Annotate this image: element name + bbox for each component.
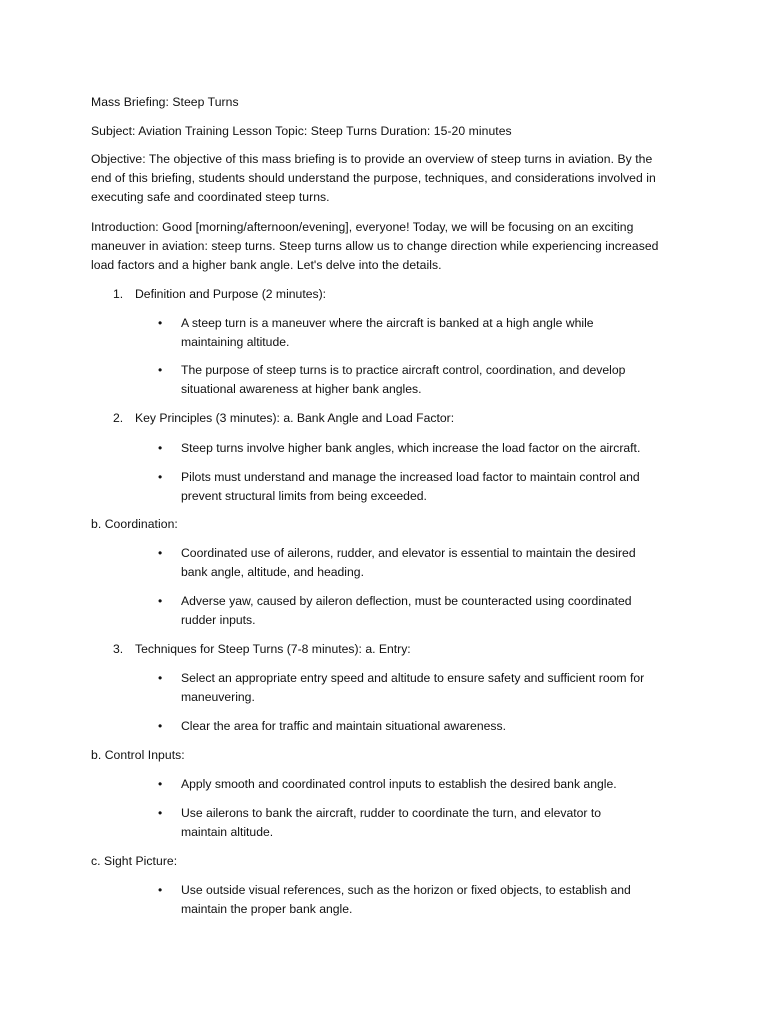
bullet-icon: • (158, 806, 163, 820)
subsection-heading-coordination: b. Coordination: (91, 517, 178, 531)
bullet-icon: • (158, 546, 163, 560)
bullet-icon: • (158, 316, 163, 330)
subsection-heading-sight-picture: c. Sight Picture: (91, 854, 178, 868)
section-heading: Techniques for Steep Turns (7-8 minutes): a. Entry: (135, 642, 411, 656)
list-number: 3. (113, 642, 124, 656)
bullet-icon: • (158, 777, 163, 791)
subject-line: Subject: Aviation Training Lesson Topic: Steep Turns Duration: 15-20 minutes (91, 124, 512, 138)
bullet-icon: • (158, 671, 163, 685)
section-heading: Key Principles (3 minutes): a. Bank Angle and Load Factor: (135, 411, 455, 425)
document-title: Mass Briefing: Steep Turns (91, 95, 239, 109)
document-page: Mass Briefing: Steep Turns Subject: Aviation Training Lesson Topic: Steep Turns Duration: 15-20 minutes Objective: The objective of this mass briefing is to provide an overview of steep turns in aviation. By the end of this briefing, students should understand the purpose, techniques, and considerations involved in executing safe and coordinated steep turns. Introduction: Good [morning/afternoon/evening], everyone! Today, we will be focusing on an exciting maneuver in aviation: steep turns. Steep turns allow us to change direction while experiencing increased load factors and a higher bank angle. Let's delve into the details. 1. Definition and Purpose (2 minutes): • A steep turn is a maneuver where the aircraft is banked at a high angle while maintaining altitude. • The purpose of steep turns is to practice aircraft control, coordination, and develop situational awareness at higher bank angles. 2. Key Principles (3 minutes): a. Bank Angle and Load Factor: • Steep turns involve higher bank angles, which increase the load factor on the aircraft. • Pilots must understand and manage the increased load factor to maintain control and prevent structural limits from being exceeded. b. Coordination: • Coordinated use of ailerons, rudder, and elevator is essential to maintain the desired bank angle, altitude, and heading. • Adverse yaw, caused by aileron deflection, must be counteracted using coordinated rudder inputs. 3. Techniques for Steep Turns (7-8 minutes): a. Entry: • Select an appropriate entry speed and altitude to ensure safety and sufficient room for maneuvering. • Clear the area for traffic and maintain situational awareness. b. Control Inputs: • Apply smooth and coordinated control inputs to establish the desired bank angle. • Use ailerons to bank the aircraft, rudder to coordinate the turn, and elevator to maintain altitude. c. Sight Picture: • Use outside visual references, such as the horizon or fixed objects, to establish and maintain the proper bank angle. (91, 95, 659, 916)
section-heading: Definition and Purpose (2 minutes): (135, 287, 327, 301)
bullet-icon: • (158, 883, 163, 897)
bullet-icon: • (158, 719, 163, 733)
bullet-icon: • (158, 441, 163, 455)
list-number: 1. (113, 287, 124, 301)
bullet-icon: • (158, 363, 163, 377)
bullet-icon: • (158, 594, 163, 608)
subsection-heading-control-inputs: b. Control Inputs: (91, 748, 185, 762)
list-number: 2. (113, 411, 124, 425)
bullet-icon: • (158, 470, 163, 484)
